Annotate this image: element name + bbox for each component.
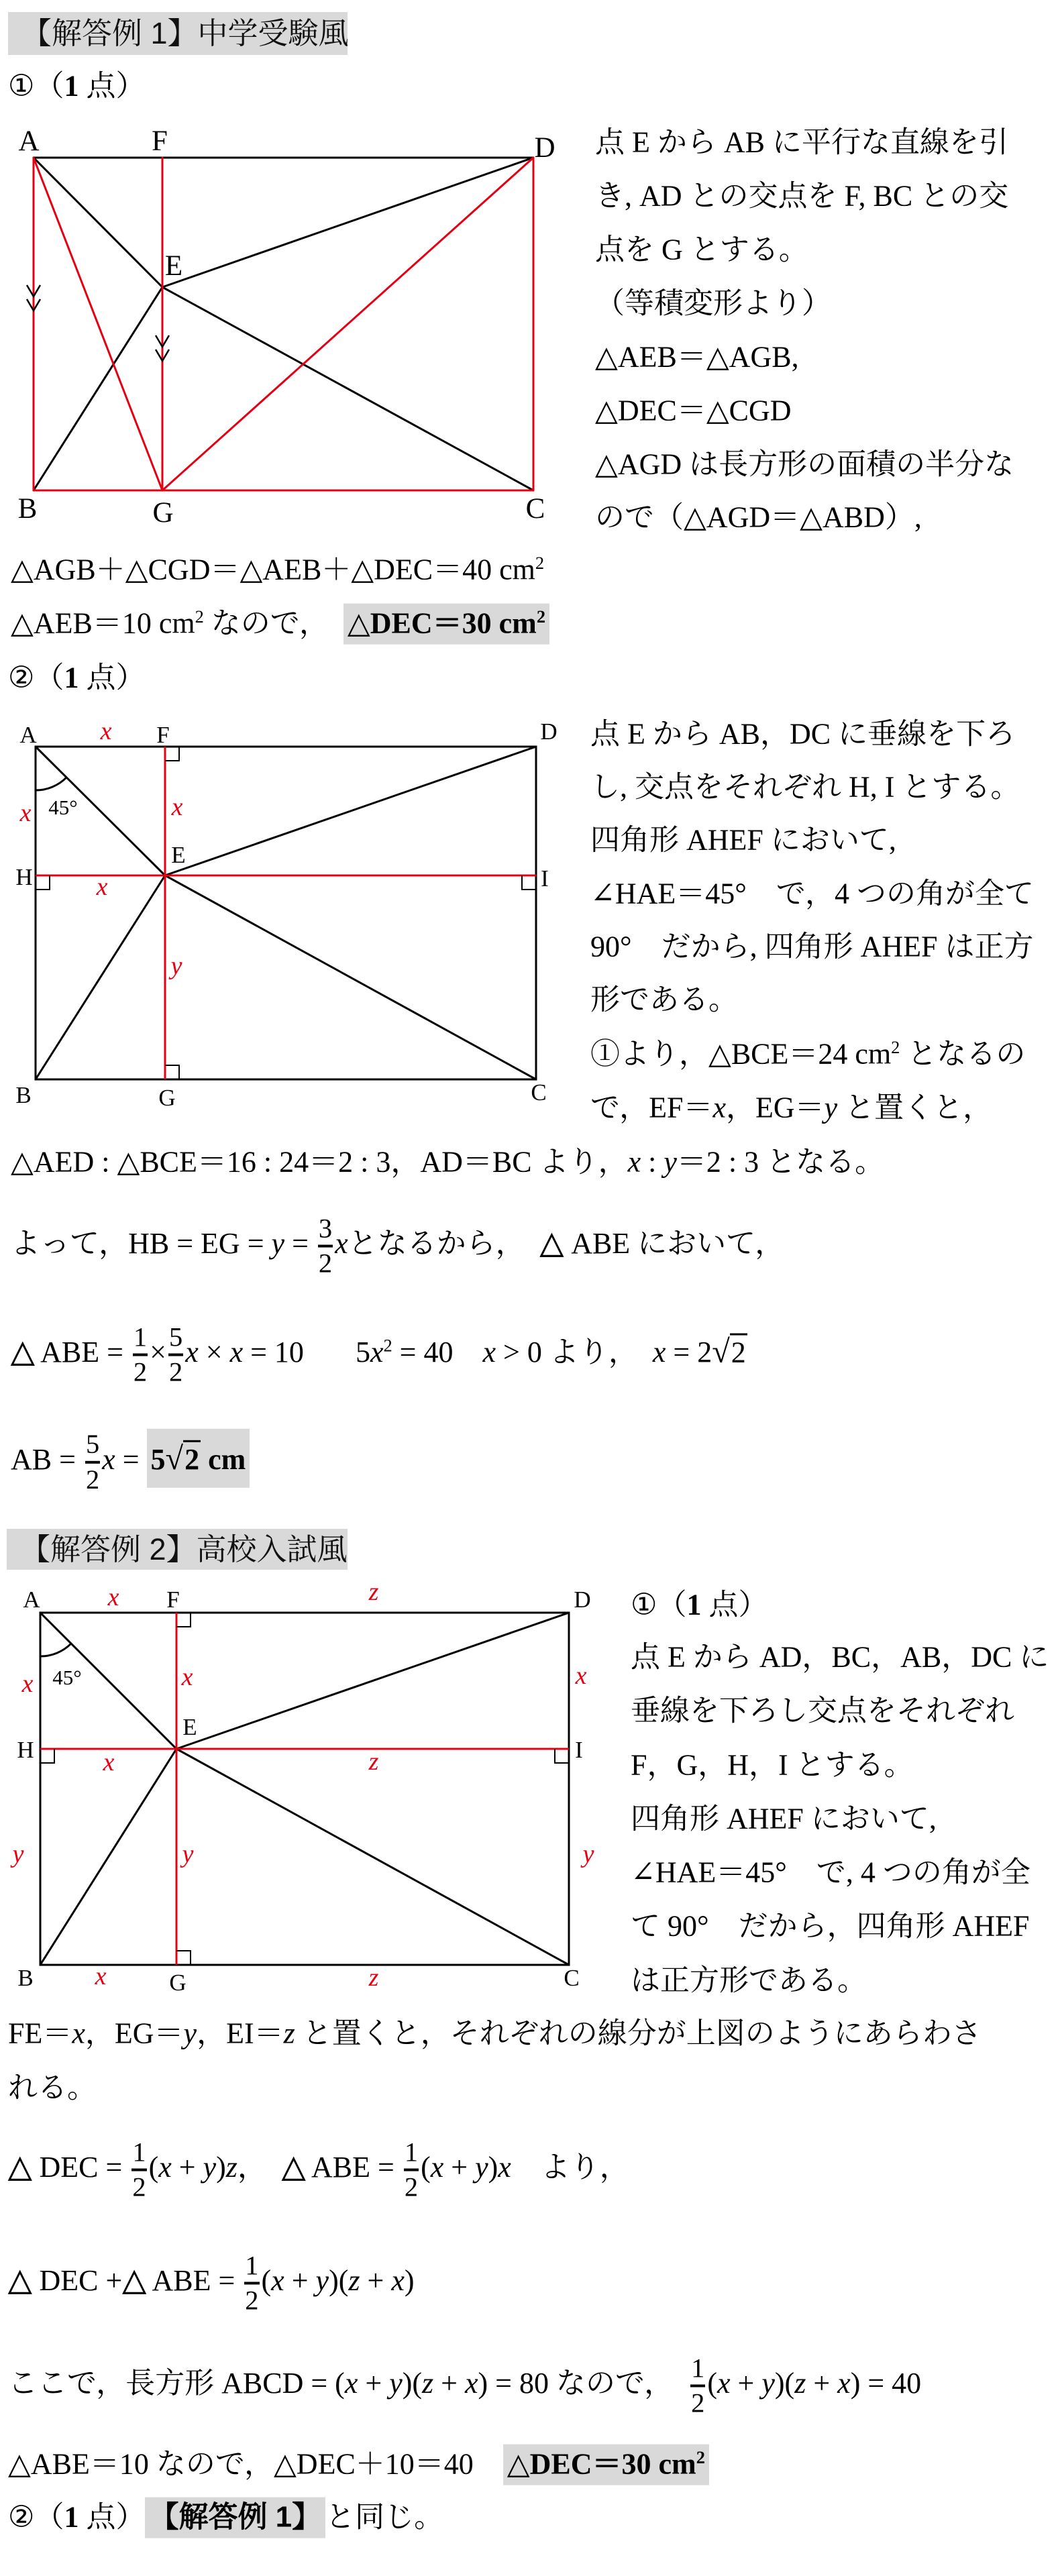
- math-variable: x: [837, 2367, 851, 2400]
- segment-ED: [162, 158, 533, 287]
- length-label-HE: x: [96, 873, 108, 901]
- text-run: DEC =: [32, 2151, 130, 2184]
- vertex-label-E: E: [164, 250, 183, 282]
- text-run: △ABE＝10 なので，△DEC＋10＝40: [8, 2447, 503, 2481]
- fraction-numerator: 1: [244, 2253, 259, 2285]
- answer-highlight: [343, 604, 549, 645]
- vertex-label-E: E: [182, 1714, 197, 1740]
- text-run: FE＝: [8, 2017, 72, 2050]
- red-segments: [34, 158, 533, 490]
- text-run: と置くと，: [837, 1091, 993, 1124]
- explanation-line: [595, 340, 799, 376]
- segment-EC: [165, 875, 536, 1079]
- right-angle-mark-icon: [555, 1749, 569, 1763]
- text-run: +: [433, 2367, 465, 2400]
- text-run: =: [284, 1227, 316, 1260]
- bold-text: 1: [686, 1588, 702, 1621]
- explanation-line: [595, 233, 808, 268]
- explanation-line: [631, 1964, 867, 1999]
- math-variable: y: [475, 2151, 488, 2184]
- explanation-line: [590, 823, 896, 859]
- right-angle-mark-icon: [40, 1749, 54, 1763]
- diagram-2-square-ahef: [0, 704, 590, 1114]
- math-variable: x: [717, 2367, 731, 2400]
- rectangle-area-equation-line: [8, 2355, 921, 2418]
- math-variable: x: [229, 1336, 244, 1369]
- square-root: [712, 1336, 747, 1368]
- text-run: ②（: [8, 2500, 64, 2534]
- triangle-symbol: △: [11, 1334, 35, 1369]
- math-variable: x: [652, 1336, 666, 1369]
- fraction-denominator: 2: [85, 1464, 100, 1495]
- fraction-denominator: 2: [404, 2172, 419, 2202]
- math-variable: z: [794, 2367, 806, 2400]
- text-run: となるから，: [348, 1227, 540, 1260]
- vertex-label-B: B: [17, 493, 38, 525]
- text-run: 点）: [701, 1588, 768, 1621]
- math-variable: y: [183, 2017, 197, 2050]
- area-equation-line: [11, 1324, 747, 1387]
- text-run: △DEC＝△CGD: [595, 394, 792, 427]
- explanation-line: [595, 447, 1014, 483]
- explanation-line: [590, 1091, 992, 1126]
- segment-EC: [162, 287, 533, 490]
- text-run: 90° だから, 四角形 AHEF は正方: [590, 930, 1034, 963]
- ab-answer-line: [11, 1429, 250, 1493]
- math-variable: x: [271, 2264, 284, 2298]
- text-run: と置くと，それぞれの線分が上図のようにあらわさ: [295, 2017, 982, 2050]
- text-run: ABE =: [305, 2151, 402, 2184]
- vertex-label-A: A: [23, 1587, 40, 1613]
- vertex-labels: [15, 718, 557, 1111]
- math-variable: x: [627, 1145, 641, 1179]
- text-run: 点 E から AB に平行な直線を引: [595, 125, 1008, 159]
- red-segments: [36, 747, 536, 1079]
- text-run: ＝2 : 3 となる。: [676, 1145, 885, 1179]
- text-run: ので（△AGD＝△ABD）,: [595, 500, 922, 534]
- black-segments: [36, 747, 536, 1079]
- length-label-IC: y: [582, 1840, 594, 1868]
- math-variable: x: [391, 2264, 405, 2298]
- text-run: ①（: [631, 1588, 687, 1621]
- math-variable: x: [344, 2367, 358, 2400]
- explanation-line: [595, 125, 1008, 161]
- text-run: ①（: [8, 69, 64, 103]
- vertex-label-D: D: [574, 1587, 591, 1613]
- segment-EC: [176, 1749, 569, 1965]
- math-variable: y: [203, 2151, 217, 2184]
- text-run: △AED : △BCE＝16 : 24＝2 : 3，AD＝BC より，: [11, 1145, 628, 1179]
- angle-label: 45°: [48, 796, 78, 819]
- text-run: ②（: [8, 661, 64, 694]
- rectangle-ABCD: [36, 747, 536, 1079]
- text-run: △DEC＝30 cm: [347, 606, 537, 640]
- radicand: 2: [730, 1333, 747, 1368]
- superscript: 2: [891, 1036, 900, 1057]
- triangle-symbol: △: [122, 2263, 146, 2298]
- text-run: (: [421, 2151, 431, 2184]
- text-run: となるの: [900, 1037, 1026, 1071]
- right-angle-mark-icon: [165, 1065, 179, 1079]
- text-run: △DEC＝30 cm: [507, 2447, 696, 2481]
- length-label-EG: y: [170, 952, 182, 980]
- superscript: 2: [535, 552, 545, 573]
- length-label-FE: x: [181, 1663, 193, 1691]
- explanation-line: [595, 179, 1008, 215]
- text-run: ①より，△BCE＝24 cm: [590, 1037, 892, 1071]
- text-run: ×: [150, 1336, 166, 1369]
- vertex-label-G: G: [158, 1085, 176, 1111]
- length-label-AF: x: [100, 717, 112, 745]
- answer-line: [11, 604, 549, 645]
- diagram-3-labeled-segments: [0, 1573, 604, 2002]
- text-run: ABE =: [34, 1336, 131, 1369]
- fraction-denominator: 2: [168, 1357, 183, 1387]
- text-run: と同じ。: [325, 2500, 444, 2534]
- math-variable: x: [498, 2151, 511, 2184]
- vertex-label-B: B: [17, 1965, 34, 1991]
- fraction-denominator: 2: [691, 2388, 705, 2418]
- explanation-line: [590, 983, 738, 1018]
- length-label-GC: z: [368, 1964, 379, 1992]
- text-run: ×: [198, 1336, 230, 1369]
- text-run: よって，HB = EG =: [11, 1227, 272, 1260]
- definition-line: [8, 2017, 982, 2052]
- text-run: れる。: [8, 2071, 97, 2104]
- math-variable: x: [370, 1336, 384, 1369]
- explanation-line: [595, 286, 831, 322]
- fraction: [133, 1324, 148, 1387]
- vertex-label-C: C: [564, 1965, 580, 1991]
- text-run: ABE =: [146, 2264, 243, 2298]
- triangle-symbol: △: [539, 1226, 564, 1260]
- math-variable: y: [271, 1227, 285, 1260]
- right-angle-mark-icon: [176, 1951, 191, 1965]
- vertex-label-A: A: [18, 125, 40, 157]
- hb-equation-line: [11, 1213, 785, 1279]
- superscript: 2: [536, 606, 546, 627]
- answer-highlight: [503, 2445, 709, 2485]
- angle-arc-icon: [36, 777, 66, 790]
- math-variable: x: [185, 1336, 199, 1369]
- text-run: △AEB＝10 cm: [11, 606, 195, 640]
- fraction-denominator: 2: [245, 2286, 259, 2316]
- fraction-denominator: 2: [318, 1248, 333, 1279]
- length-label-AH: x: [21, 1670, 34, 1698]
- text-run: DEC +: [32, 2264, 123, 2298]
- text-run: 【解答例 1】: [149, 2500, 322, 2534]
- triangle-symbol: △: [281, 2149, 306, 2184]
- text-run: き, AD との交点を F, BC との交: [595, 179, 1009, 213]
- length-label-EG: y: [182, 1840, 194, 1868]
- vertex-label-H: H: [15, 864, 33, 890]
- black-segments: [34, 158, 533, 490]
- segment-length-labels: [19, 717, 186, 980]
- text-run: 5: [303, 1336, 370, 1369]
- text-run: F，G，H，I とする。: [631, 1748, 914, 1782]
- vertex-label-H: H: [17, 1737, 34, 1763]
- superscript: 2: [383, 1335, 392, 1356]
- math-variable: x: [482, 1336, 496, 1369]
- math-variable: z: [283, 2017, 295, 2050]
- ratio-line: [11, 1145, 884, 1181]
- explanation-line: [631, 1694, 1014, 1729]
- red-segments: [40, 1613, 569, 1965]
- text-run: (: [707, 2367, 718, 2400]
- length-label-HB: y: [12, 1840, 24, 1868]
- radicand: 2: [183, 1440, 201, 1476]
- superscript: 2: [696, 2447, 705, 2467]
- length-label-FE: x: [171, 793, 183, 821]
- text-run: 四角形 AHEF において,: [590, 823, 896, 857]
- vertex-label-C: C: [531, 1079, 547, 1106]
- text-run: ABE において，: [564, 1227, 785, 1260]
- math-variable: x: [158, 2151, 172, 2184]
- text-run: ) = 40: [850, 2367, 922, 2400]
- question-1-label: [631, 1588, 767, 1623]
- triangle-sum-equation-line: [8, 2250, 415, 2316]
- explanation-line: [631, 1640, 1049, 1676]
- right-angle-marks: [36, 747, 536, 1079]
- text-run: (: [148, 2151, 159, 2184]
- answer-line: [8, 2445, 709, 2485]
- math-variable: x: [430, 2151, 444, 2184]
- explanation-line: [590, 877, 1034, 912]
- fraction-numerator: 5: [168, 1324, 183, 1356]
- text-run: 四角形 AHEF において,: [631, 1802, 937, 1835]
- rectangle-ABCD: [40, 1613, 569, 1965]
- text-run: )(: [774, 2367, 795, 2400]
- vertex-label-E: E: [171, 842, 186, 868]
- text-run: = 10: [243, 1336, 304, 1369]
- math-variable: z: [225, 2151, 237, 2184]
- explanation-line: [631, 1802, 937, 1837]
- text-run: +: [443, 2151, 476, 2184]
- text-run: 点）: [78, 69, 146, 103]
- fraction-denominator: 2: [133, 1357, 148, 1387]
- text-run: で，EF＝: [590, 1091, 713, 1124]
- text-run: > 0 より，: [496, 1336, 653, 1369]
- explanation-line: [631, 1856, 1030, 1891]
- vertex-label-C: C: [525, 493, 545, 525]
- math-variable: x: [102, 1442, 115, 1476]
- vertex-label-F: F: [166, 1587, 180, 1613]
- fraction-numerator: 3: [318, 1216, 333, 1248]
- text-run: ，: [237, 2151, 282, 2184]
- segment-GD: [162, 158, 533, 490]
- explanation-line: [590, 770, 1020, 806]
- fraction-numerator: 1: [133, 1324, 148, 1356]
- vertex-label-A: A: [19, 722, 37, 748]
- text-run: 点）: [78, 2500, 146, 2534]
- text-run: ): [404, 2264, 415, 2298]
- text-run: )(: [402, 2367, 423, 2400]
- text-run: 形である。: [590, 983, 738, 1016]
- math-variable: x: [72, 2017, 85, 2050]
- triangle-symbol: △: [8, 2263, 32, 2298]
- text-run: 点）: [78, 661, 146, 694]
- diagram-1-rectangle-equal-area: [0, 121, 590, 537]
- vertex-label-D: D: [534, 132, 555, 164]
- triangle-area-equation-line: [8, 2139, 629, 2202]
- text-run: ) = 80 なので，: [478, 2367, 689, 2400]
- fraction-numerator: 1: [404, 2139, 419, 2171]
- text-run: △AGD は長方形の面積の半分な: [595, 447, 1014, 481]
- fraction-numerator: 1: [131, 2139, 146, 2171]
- question-1-label: [8, 69, 145, 105]
- text-run: （等積変形より）: [595, 286, 831, 320]
- square-root: [165, 1440, 201, 1477]
- text-run: なので，: [203, 606, 343, 640]
- explanation-line: [590, 717, 1015, 753]
- text-run: ∠HAE＝45° で, 4 つの角が全: [631, 1856, 1030, 1889]
- length-label-AH: x: [19, 799, 32, 827]
- bold-text: 1: [64, 69, 79, 103]
- text-run: ここで，長方形 ABCD = (: [8, 2367, 345, 2400]
- text-run: ，EG＝: [85, 2017, 184, 2050]
- fraction-numerator: 5: [85, 1431, 100, 1463]
- text-run: 点 E から AB，DC に垂線を下ろ: [590, 717, 1016, 751]
- segment-ED: [176, 1613, 569, 1749]
- section-header-example-2: 【解答例 2】高校入試風: [7, 1529, 348, 1570]
- text-run: +: [730, 2367, 762, 2400]
- text-run: +: [360, 2264, 392, 2298]
- text-run: ): [488, 2151, 498, 2184]
- right-angle-mark-icon: [176, 1613, 191, 1627]
- text-run: cm: [201, 1442, 246, 1476]
- text-run: し, 交点をそれぞれ H, I とする。: [590, 770, 1020, 804]
- explanation-line: [595, 394, 792, 429]
- text-run: ): [216, 2151, 226, 2184]
- fraction: [85, 1431, 100, 1493]
- radical-sign-icon: √: [712, 1334, 730, 1370]
- segment-AE: [34, 158, 162, 287]
- triangle-symbol: △: [8, 2149, 32, 2184]
- segment-BE: [40, 1749, 176, 1965]
- math-variable: y: [315, 2264, 329, 2298]
- text-run: は正方形である。: [631, 1964, 867, 1997]
- black-segments: [40, 1613, 569, 1965]
- question-2-label: [8, 661, 145, 696]
- radical-sign-icon: √: [165, 1440, 184, 1477]
- text-run: 点を G とする。: [595, 233, 808, 266]
- text-run: (: [261, 2264, 272, 2298]
- text-run: +: [284, 2264, 316, 2298]
- text-run: ∠HAE＝45° で，4 つの角が全て: [590, 877, 1035, 910]
- text-run: )(: [329, 2264, 349, 2298]
- text-run: 5: [150, 1442, 166, 1476]
- text-run: て 90° だから，四角形 AHEF: [631, 1909, 1030, 1943]
- segment-AG: [34, 158, 162, 490]
- segment-BE: [34, 287, 162, 490]
- answer-highlight: [147, 1429, 250, 1488]
- right-angle-mark-icon: [165, 747, 179, 761]
- vertex-label-G: G: [169, 1970, 187, 1996]
- fraction: [318, 1213, 333, 1279]
- explanation-line: [631, 1748, 914, 1784]
- math-variable: z: [348, 2264, 360, 2298]
- fraction-denominator: 2: [132, 2172, 146, 2202]
- text-run: = 2: [666, 1336, 712, 1369]
- vertex-label-D: D: [540, 718, 558, 745]
- vertex-label-F: F: [152, 125, 168, 157]
- text-run: :: [641, 1145, 664, 1179]
- math-variable: x: [335, 1227, 348, 1260]
- text-run: 点 E から AD，BC，AB，DC に: [631, 1640, 1049, 1674]
- fraction: [168, 1324, 183, 1387]
- explanation-line: [595, 500, 922, 536]
- text-run: △AEB＝△AGB,: [595, 340, 799, 374]
- math-variable: y: [389, 2367, 403, 2400]
- explanation-line: [590, 930, 1034, 965]
- length-label-AF: x: [107, 1583, 119, 1611]
- text-run: より，: [511, 2151, 629, 2184]
- section-header-example-1: 【解答例 1】中学受験風: [8, 12, 348, 55]
- vertex-label-I: I: [575, 1737, 583, 1763]
- math-variable: x: [465, 2367, 478, 2400]
- length-label-HE: x: [103, 1748, 115, 1776]
- fraction: [690, 2355, 705, 2418]
- math-variable: y: [664, 1145, 677, 1179]
- text-run: +: [171, 2151, 203, 2184]
- segment-ED: [165, 747, 536, 875]
- length-label-DI: x: [575, 1662, 587, 1690]
- question-2-reference-line: [8, 2498, 443, 2538]
- right-angle-mark-icon: [522, 875, 536, 890]
- definition-line-continued: [8, 2071, 97, 2106]
- vertex-label-B: B: [15, 1082, 32, 1108]
- math-variable: y: [761, 2367, 775, 2400]
- vertex-labels: [17, 1587, 590, 1996]
- area-sum-line: [11, 553, 544, 588]
- fraction: [131, 2139, 146, 2202]
- segment-BE: [36, 875, 165, 1079]
- length-label-EI: z: [368, 1748, 379, 1776]
- length-label-BG: x: [95, 1962, 107, 1990]
- text-run: ，EG＝: [726, 1091, 825, 1124]
- bold-text: 1: [64, 661, 79, 694]
- text-run: +: [806, 2367, 838, 2400]
- right-angle-marks: [40, 1613, 569, 1965]
- vertex-label-G: G: [152, 497, 174, 529]
- angle-arc-icon: [40, 1644, 71, 1656]
- right-angle-mark-icon: [36, 875, 50, 890]
- explanation-line: [631, 1909, 1030, 1945]
- bold-text: 1: [64, 2500, 79, 2534]
- text-run: 垂線を下ろし交点をそれぞれ: [631, 1694, 1014, 1727]
- angle-label: 45°: [52, 1666, 82, 1689]
- fraction: [404, 2139, 419, 2202]
- fraction: [244, 2250, 259, 2316]
- fraction-numerator: 1: [690, 2355, 705, 2387]
- text-run: AB =: [11, 1442, 83, 1476]
- superscript: 2: [195, 606, 204, 627]
- text-run: = 40: [392, 1336, 483, 1369]
- text-run: △AGB＋△CGD＝△AEB＋△DEC＝40 cm: [11, 553, 535, 586]
- math-variable: x: [712, 1091, 726, 1124]
- math-variable: z: [422, 2367, 434, 2400]
- text-run: ，EI＝: [197, 2017, 284, 2050]
- vertex-label-I: I: [541, 865, 549, 892]
- vertex-label-F: F: [156, 722, 170, 748]
- answer-highlight: [145, 2498, 325, 2538]
- explanation-line: [590, 1037, 1025, 1073]
- text-run: =: [115, 1442, 147, 1476]
- math-variable: y: [824, 1091, 838, 1124]
- length-label-FD: z: [368, 1578, 379, 1606]
- text-run: +: [358, 2367, 390, 2400]
